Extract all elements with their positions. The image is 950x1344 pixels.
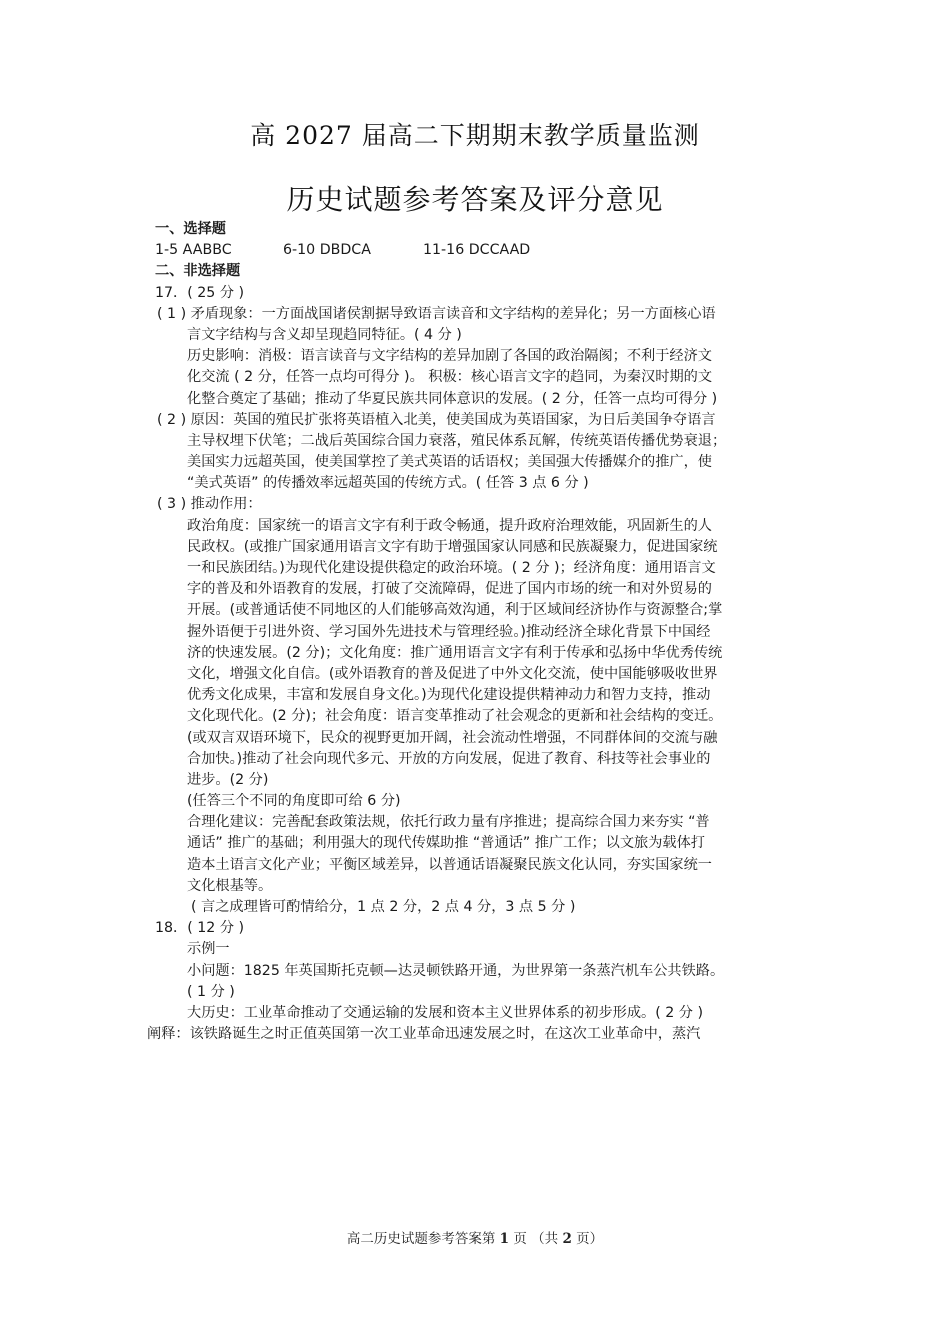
q17-line: ( 1 ) 矛盾现象：一方面战国诸侯割据导致语言读音和文字结构的差异化；另一方面核心语	[157, 305, 716, 322]
q17-line: 民政权。(或推广国家通用语言文字有助于增强国家认同感和民族凝聚力，促进国家统	[187, 538, 718, 555]
q18-line: ( 1 分 )	[187, 983, 235, 1000]
choice-answer-11-16: 11-16 DCCAAD	[423, 242, 531, 259]
q17-line: 字的普及和外语教育的发展，打破了交流障碍，促进了国内市场的统一和对外贸易的	[187, 581, 712, 598]
q17-line: 一和民族团结。)为现代化建设提供稳定的政治环境。( 2 分 )；经济角度：通用语言文	[187, 560, 716, 576]
q17-line: ( 2 ) 原因：英国的殖民扩张将英语植入北美，使美国成为英语国家，为日后美国争夺语言	[157, 411, 716, 428]
q17-line: 文化，增强文化自信。(或外语教育的普及促进了中外文化交流，使中国能够吸收世界	[187, 665, 718, 682]
q17-line: 主导权埋下伏笔；二战后英国综合国力衰落，殖民体系瓦解，传统英语传播优势衰退；	[187, 432, 727, 449]
choice-answer-6-10: 6-10 DBDCA	[283, 242, 371, 259]
q17-line: 造本土语言文化产业；平衡区域差异，以普通话语凝聚民族文化认同，夯实国家统一	[187, 856, 712, 873]
q17-line: 文化现代化。(2 分)；社会角度：语言变革推动了社会观念的更新和社会结构的变迁。	[187, 708, 723, 725]
q17-line: (或双言双语环境下，民众的视野更加开阔，社会流动性增强，不同群体间的交流与融	[187, 729, 718, 746]
choice-answer-1-5: 1-5 AABBC	[155, 242, 232, 259]
document-subtitle: 历史试题参考答案及评分意见	[286, 183, 664, 216]
q17-line: 政治角度：国家统一的语言文字有利于政令畅通，提升政府治理效能，巩固新生的人	[187, 517, 712, 534]
q17-line: 济的快速发展。(2 分)；文化角度：推广通用语言文字有利于传承和弘扬中华优秀传统	[187, 644, 723, 661]
footer-suffix: 页）	[576, 1231, 604, 1247]
q17-line: 握外语便于引进外资、学习国外先进技术与管理经验。)推动经济全球化背景下中国经	[187, 623, 711, 640]
q18-line: 小问题：1825 年英国斯托克顿—达灵顿铁路开通，为世界第一条蒸汽机车公共铁路。	[187, 962, 725, 979]
q17-line: 化整合奠定了基础；推动了华夏民族共同体意识的发展。( 2 分，任答一点均可得分 )	[187, 390, 718, 407]
choice-answers	[155, 240, 795, 261]
page-footer	[0, 1227, 950, 1247]
q17-line: (任答三个不同的角度即可给 6 分)	[187, 793, 401, 810]
footer-page-number: 1	[499, 1231, 510, 1247]
section-heading-nonchoice: 二、非选择题	[155, 263, 241, 280]
footer-prefix: 高二历史试题参考答案第	[346, 1231, 496, 1247]
q17-line: 开展。(或普通话使不同地区的人们能够高效沟通，利于区域间经济协作与资源整合;掌	[187, 602, 723, 619]
question-18-heading: 18．( 12 分 )	[155, 920, 245, 937]
document-title: 高 2027 届高二下期期末教学质量监测	[250, 121, 700, 150]
question-17-heading: 17．( 25 分 )	[155, 284, 245, 301]
q17-line: 历史影响：消极：语言读音与文字结构的差异加剧了各国的政治隔阂；不利于经济文	[187, 348, 712, 365]
q17-line: 文化根基等。	[187, 877, 273, 894]
q18-line: 阐释：该铁路诞生之时正值英国第一次工业革命迅速发展之时，在这次工业革命中，蒸汽	[147, 1026, 701, 1043]
q17-line: 化交流 ( 2 分，任答一点均可得分 )。 积极：核心语言文字的趋同，为秦汉时期的文	[187, 369, 713, 386]
section-heading-choice: 一、选择题	[155, 221, 226, 237]
document-body	[147, 219, 795, 1045]
footer-total-pages: 2	[562, 1231, 572, 1247]
q17-line: 美国实力远超英国，使美国掌控了美式英语的话语权；美国强大传播媒介的推广，使	[187, 454, 712, 471]
footer-mid: 页 （共	[513, 1231, 559, 1247]
q17-line: 合理化建议：完善配套政策法规，依托行政力量有序推进；提高综合国力来夯实 “普	[187, 814, 710, 831]
q17-line: “美式英语” 的传播效率远超英国的传统方式。( 任答 3 点 6 分 )	[187, 475, 589, 492]
q18-line: 示例一	[187, 941, 230, 958]
q17-line: 通话” 推广的基础；利用强大的现代传媒助推 “普通话” 推广工作；以文旅为载体打	[187, 835, 705, 852]
q17-line: 合加快。)推动了社会向现代多元、开放的方向发展，促进了教育、科技等社会事业的	[187, 750, 711, 767]
q17-line: ( 言之成理皆可酌情给分，1 点 2 分，2 点 4 分，3 点 5 分 )	[191, 899, 576, 915]
q17-line: 言文字结构与含义却呈现趋同特征。( 4 分 )	[187, 326, 462, 343]
q17-line: ( 3 ) 推动作用：	[157, 496, 262, 513]
q17-line: 进步。(2 分)	[187, 771, 269, 788]
q17-line: 优秀文化成果，丰富和发展自身文化。)为现代化建设提供精神动力和智力支持，推动	[187, 687, 711, 704]
q18-line: 大历史：工业革命推动了交通运输的发展和资本主义世界体系的初步形成。( 2 分 )	[187, 1004, 704, 1021]
